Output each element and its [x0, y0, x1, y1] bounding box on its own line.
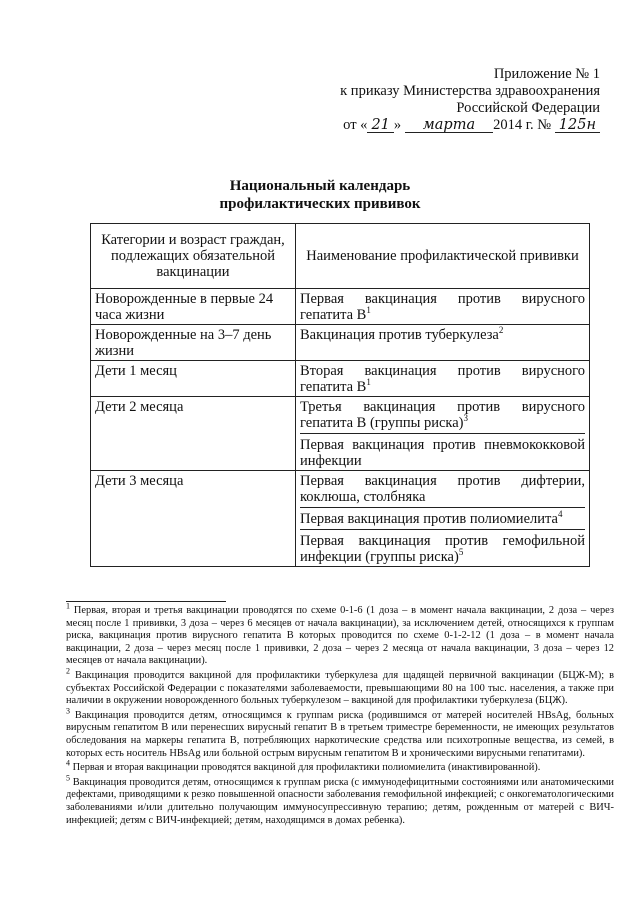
- vaccination-item: [300, 507, 585, 527]
- table-row: [91, 397, 590, 471]
- row-vaccination: [296, 289, 590, 325]
- vaccination-text: Первая вакцинация против полиомиелита: [300, 511, 558, 527]
- ministry-name: Российской Федерации: [456, 100, 600, 116]
- date-prefix: от «: [343, 117, 368, 133]
- footnote-ref: 3: [463, 413, 468, 424]
- date-quote-close: »: [393, 117, 402, 133]
- vaccination-text: Первая вакцинация против дифтерии, коклюша, столбняка: [300, 473, 585, 505]
- footnote-number: 5: [66, 773, 70, 783]
- footnote: [66, 666, 614, 708]
- order-date-number: [300, 117, 600, 134]
- footnote-number: 2: [66, 666, 70, 676]
- footnotes: [66, 601, 614, 829]
- footnote-ref: 2: [498, 325, 504, 336]
- vaccination-item: [300, 473, 585, 505]
- row-category: Дети 3 месяца: [91, 471, 296, 567]
- vaccination-text: Первая вакцинация против вирусного гепатита В: [300, 291, 585, 323]
- vaccination-calendar-table: [90, 223, 590, 567]
- row-category: Новорожденные в первые 24 часа жизни: [91, 289, 296, 325]
- footnote-text: Вакцинация проводится вакциной для профилактики туберкулеза для щадящей первичной вакцинации (БЦЖ-М); в субъектах Российской Федерации с показателями заболеваемости, превышающими 80 на 100 тыс. населения, а также при наличии в окружении новорожденного больных туберкулезом – вакциной для профилактики туберкулеза (БЦЖ).: [66, 669, 614, 707]
- footnote: [66, 706, 614, 760]
- footnote-number: 1: [66, 601, 70, 611]
- vaccination-text: Первая вакцинация против гемофильной инфекции (группы риска): [300, 533, 585, 565]
- row-vaccination: [296, 361, 590, 397]
- footnote-ref: 5: [458, 547, 464, 558]
- footnote-number: 4: [66, 758, 70, 768]
- footnote: [66, 773, 614, 827]
- vaccination-item: [300, 399, 585, 431]
- row-vaccination: [296, 397, 590, 471]
- row-category: Дети 2 месяца: [91, 397, 296, 471]
- table-row: [91, 289, 590, 325]
- handwritten-month: марта: [405, 118, 493, 133]
- header-category: Категории и возраст граждан, подлежащих обязательной вакцинации: [91, 224, 296, 289]
- vaccination-text: Третья вакцинация против вирусного гепатита В (группы риска): [300, 399, 585, 431]
- vaccination-item: [300, 433, 585, 469]
- header-vaccination: Наименование профилактической прививки: [296, 224, 590, 289]
- footnote-ref: 4: [557, 509, 563, 520]
- footnote-text: Вакцинация проводится детям, относящимся к группам риска (родившимся от матерей носителей HBsAg, больных вирусным гепатитом В или перенесших вирусный гепатит В в третьем триместре беременности, не имеющих результатов обследования на маркеры гепатита В, потребляющих наркотические средства или психотропные вещества, из семей, в которых есть носитель HBsAg или больной острым вирусным гепатитом В и хроническими вирусными гепатитами).: [66, 709, 614, 759]
- title-line-1: Национальный календарь: [229, 178, 411, 194]
- row-category: Дети 1 месяц: [91, 361, 296, 397]
- footnote-number: 3: [66, 706, 70, 716]
- row-vaccination: [296, 325, 590, 361]
- vaccination-text: Вакцинация против туберкулеза: [300, 327, 499, 343]
- footnote-text: Вакцинация проводится детям, относящимся к группам риска (с иммунодефицитными состояниями или анатомическими дефектами, приводящими к резко повышенной опасности заболевания гемофильной инфекцией; с онкогематологическими заболеваниями и/или длительно получающим иммуносупрессивную терапию; детям, рожденным от матерей с ВИЧ-инфекцией; детям с ВИЧ-инфекцией; детям, находящимся в домах ребенка).: [66, 776, 614, 826]
- document-title: [0, 177, 640, 213]
- handwritten-day: 21: [367, 118, 393, 133]
- table-row: [91, 361, 590, 397]
- table-row: [91, 325, 590, 361]
- title-line-2: профилактических прививок: [219, 196, 421, 212]
- footnote-divider: [66, 601, 226, 602]
- vaccination-text: Вторая вакцинация против вирусного гепатита В: [300, 363, 585, 395]
- footnote: [66, 758, 614, 775]
- footnote-text: Первая и вторая вакцинации проводятся вакциной для профилактики полиомиелита (инактивированной).: [72, 762, 541, 774]
- table-row: [91, 471, 590, 567]
- vaccination-item: [300, 529, 585, 565]
- approval-block: [300, 66, 600, 134]
- table-header-row: [91, 224, 590, 289]
- row-category: Новорожденные на 3–7 день жизни: [91, 325, 296, 361]
- footnote-text: Первая, вторая и третья вакцинации проводятся по схеме 0-1-6 (1 доза – в момент начала вакцинации, 2 доза – через месяц после 1 прививки, 3 доза – через 6 месяцев от начала вакцинации), за исключением детей, относящихся к группам риска, вакцинация против вирусного гепатита В которых проводится по схеме 0-1-2-12 (1 доза – в момент начала вакцинации, 2 доза – через месяц после 1 прививки, 2 доза – через 2 месяца от начала вакцинации, 3 доза – через 12 месяцев от начала вакцинации).: [66, 605, 614, 667]
- appendix-label: Приложение № 1: [493, 66, 600, 82]
- footnote-ref: 1: [366, 305, 371, 316]
- row-vaccination: [296, 471, 590, 567]
- order-reference: к приказу Министерства здравоохранения: [340, 83, 600, 99]
- footnote: [66, 601, 614, 668]
- handwritten-order-number: 125н: [555, 118, 600, 133]
- order-year: 2014 г. №: [493, 117, 552, 133]
- vaccination-text: Первая вакцинация против пневмококковой инфекции: [300, 437, 585, 469]
- footnote-ref: 1: [366, 377, 371, 388]
